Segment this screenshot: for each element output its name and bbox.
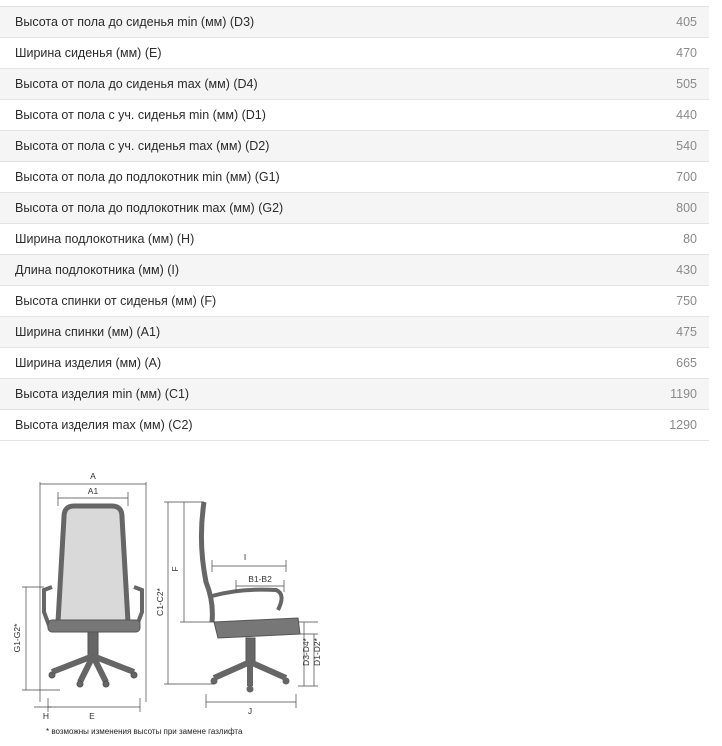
dim-label-a: A — [90, 471, 96, 481]
spec-row — [0, 38, 709, 69]
spec-row — [0, 100, 709, 131]
spec-label: Высота изделия min (мм) (C1) — [15, 387, 190, 401]
spec-row — [0, 162, 709, 193]
spec-value: 475 — [676, 325, 697, 339]
spec-label: Высота от пола с уч. сиденья max (мм) (D2) — [15, 139, 270, 153]
dim-label-d1-d2: D1-D2* — [312, 638, 322, 666]
spec-row — [0, 193, 709, 224]
dim-label-f: F — [170, 566, 180, 572]
spec-row — [0, 7, 709, 38]
spec-value: 665 — [676, 356, 697, 370]
dim-label-e: E — [89, 711, 95, 721]
dim-label-j: J — [247, 706, 253, 716]
spec-value: 440 — [676, 108, 697, 122]
spec-value: 470 — [676, 46, 697, 60]
chair-dimensions-drawing — [0, 462, 330, 746]
spec-label: Ширина изделия (мм) (A) — [15, 356, 162, 370]
spec-label: Высота от пола до сиденья max (мм) (D4) — [15, 77, 258, 91]
spec-value: 540 — [676, 139, 697, 153]
spec-value: 80 — [683, 232, 697, 246]
spec-row — [0, 410, 709, 441]
dim-label-i: I — [243, 552, 247, 562]
spec-row — [0, 379, 709, 410]
specs-table — [0, 6, 709, 441]
spec-row — [0, 131, 709, 162]
spec-label: Высота изделия max (мм) (C2) — [15, 418, 193, 432]
spec-label: Ширина подлокотника (мм) (H) — [15, 232, 195, 246]
chair-front-view — [44, 506, 142, 687]
spec-value: 700 — [676, 170, 697, 184]
spec-label: Ширина спинки (мм) (A1) — [15, 325, 161, 339]
spec-value: 505 — [676, 77, 697, 91]
dim-label-h: H — [42, 711, 50, 721]
spec-row — [0, 286, 709, 317]
spec-value: 1190 — [670, 387, 697, 401]
spec-row — [0, 224, 709, 255]
dim-label-g1-g2: G1-G2* — [12, 623, 22, 653]
spec-label: Высота спинки от сиденья (мм) (F) — [15, 294, 217, 308]
dim-label-d3-d4: D3-D4* — [301, 638, 311, 666]
spec-row — [0, 69, 709, 100]
spec-value: 750 — [676, 294, 697, 308]
spec-label: Высота от пола до подлокотник max (мм) (G2) — [15, 201, 284, 215]
spec-label: Высота от пола до сиденья min (мм) (D3) — [15, 15, 255, 29]
spec-value: 430 — [676, 263, 697, 277]
spec-value: 800 — [676, 201, 697, 215]
dim-label-c1-c2: C1-C2* — [155, 588, 165, 616]
chair-dimensions-diagram — [0, 462, 330, 746]
spec-row — [0, 348, 709, 379]
spec-label: Высота от пола до подлокотник min (мм) (G1) — [15, 170, 280, 184]
spec-value: 405 — [676, 15, 697, 29]
spec-label: Высота от пола с уч. сиденья min (мм) (D1) — [15, 108, 266, 122]
spec-label: Ширина сиденья (мм) (E) — [15, 46, 162, 60]
dim-label-a1: A1 — [87, 486, 99, 496]
spec-label: Длина подлокотника (мм) (I) — [15, 263, 180, 277]
spec-row — [0, 317, 709, 348]
gaslift-footnote: * возможны изменения высоты при замене газлифта — [46, 727, 243, 736]
spec-value: 1290 — [669, 418, 697, 432]
dim-label-b1-b2: B1-B2 — [248, 574, 272, 584]
chair-side-view — [201, 502, 300, 692]
spec-row — [0, 255, 709, 286]
